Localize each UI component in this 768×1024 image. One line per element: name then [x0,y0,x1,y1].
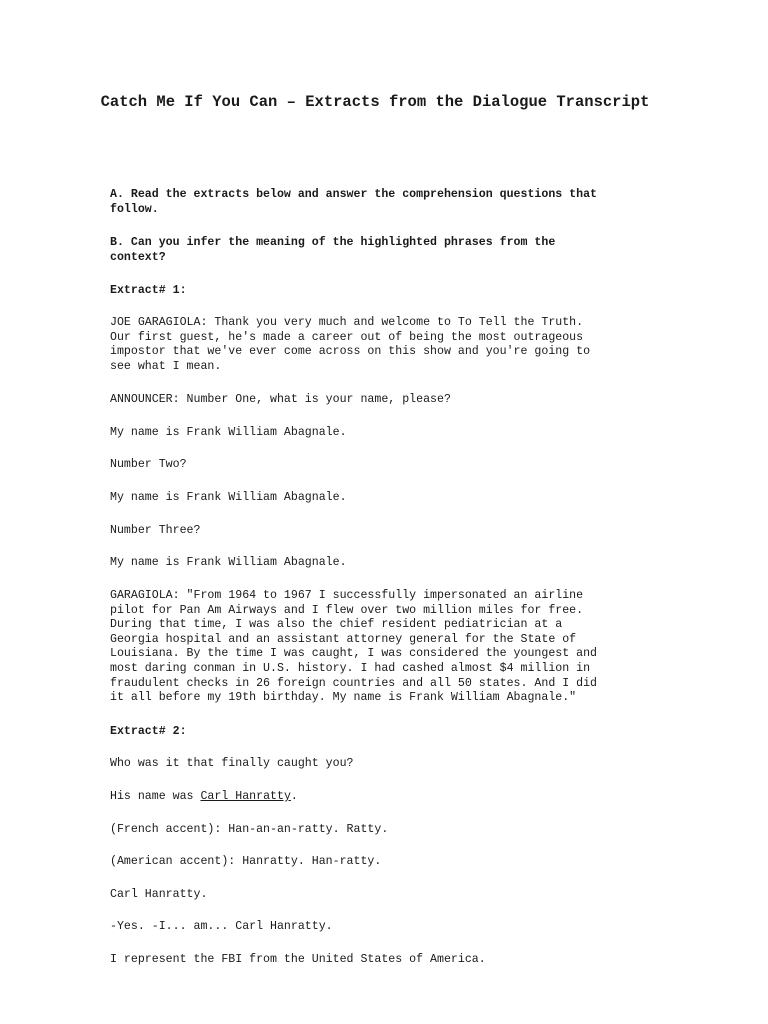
instruction-b: B. Can you infer the meaning of the highlighted phrases from the context? [110,236,556,264]
fbi-line: I represent the FBI from the United States of America. [110,953,486,966]
garagiola-quote: GARAGIOLA: "From 1964 to 1967 I successfully impersonated an airline pilot for Pan Am Airways and I flew over two million miles for free. During that time, I was also the chief resident pediatrician at a Georgia hospital and an assistant attorney general for the State of Louisiana. By the time I was caught, I was considered the youngest and most daring conman in U.S. history. I had cashed almost $4 million in fraudulent checks in 26 foreign countries and all 50 states. And I did it all before my 19th birthday. My name is Frank William Abagnale." [110,589,598,705]
extract-2-heading: Extract# 2: [110,725,187,738]
announcer-line: ANNOUNCER: Number One, what is your name, please? [110,393,451,406]
instruction-a: A. Read the extracts below and answer the comprehension questions that follow. [110,188,598,216]
number-three: Number Three? [110,524,201,537]
highlighted-phrase-carl-hanratty: Carl Hanratty [200,790,291,803]
number-two: Number Two? [110,458,187,471]
document-title: Catch Me If You Can – Extracts from the Dialogue Transcript [100,93,650,111]
his-name-line [110,790,662,805]
carl-hanratty-line: Carl Hanratty. [110,888,208,901]
answer-three: My name is Frank William Abagnale. [110,556,347,569]
extract-1-heading: Extract# 1: [110,284,187,297]
answer-one: My name is Frank William Abagnale. [110,426,347,439]
american-accent-line: (American accent): Hanratty. Han-ratty. [110,855,382,868]
question-caught: Who was it that finally caught you? [110,757,354,770]
answer-two: My name is Frank William Abagnale. [110,491,347,504]
his-name-prefix: His name was [110,790,201,803]
joe-garagiola-intro: JOE GARAGIOLA: Thank you very much and welcome to To Tell the Truth. Our first guest, he's made a career out of being the most outrageous impostor that we've ever come across on this show and you're going to see what I mean. [110,316,591,373]
yes-line: -Yes. -I... am... Carl Hanratty. [110,920,333,933]
his-name-suffix: . [290,790,298,803]
french-accent-line: (French accent): Han-an-an-ratty. Ratty. [110,823,389,836]
